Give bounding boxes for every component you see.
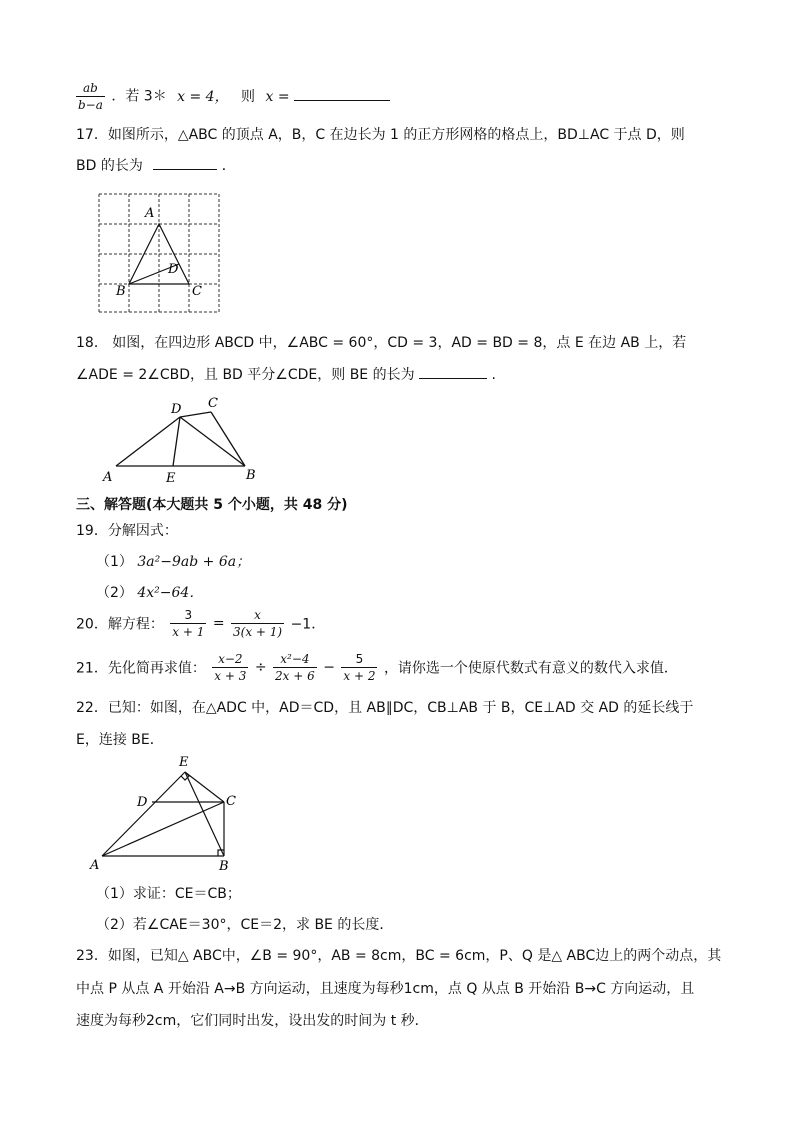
section-3-heading: 三、解答题(本大题共 5 个小题，共 48 分)	[76, 497, 348, 513]
q17-grid-figure	[95, 190, 225, 315]
q23-line2: 中点 P 从点 A 开始沿 A→B 方向运动，且速度为每秒1cm，点 Q 从点 B 开始沿 B→C 方向运动，且	[76, 981, 695, 997]
q22-lines	[102, 772, 224, 856]
q21-line: 21．先化简再求值： $\frac{x-2}{x + 3}$ ÷ $\frac{\text{x²−4}}{2x + 6}$ − $\frac{5}{x + 2}$ ，请你选一个使原代数式有意义的数代入求值．	[76, 652, 678, 683]
q22-label-d: D	[137, 795, 148, 810]
q22-label-e: E	[179, 755, 189, 770]
q17-label-a: A	[145, 206, 155, 221]
q21-fraction-1: $\frac{x-2}{x + 3}$	[214, 652, 247, 683]
q22-figure	[88, 752, 248, 876]
q20-lhs-fraction: $\frac{3}{x + 1}$	[172, 608, 205, 639]
q22-part1: （1）求证：CE＝CB；	[96, 886, 241, 902]
q18-quadrilateral	[116, 412, 245, 466]
q20-rhs-fraction: $\frac{x}{3(x + 1)}$	[233, 608, 283, 639]
q23-line1: 23．如图，已知△ ABC中，∠B = 90°，AB = 8cm，BC = 6cm，P、Q 是△ ABC边上的两个动点，其	[76, 948, 722, 964]
q23-line3: 速度为每秒2cm，它们同时出发，设出发的时间为 t 秒．	[76, 1013, 429, 1029]
q16-tail-line	[74, 80, 390, 113]
q21-fraction-3: $\frac{5}{x + 2}$	[343, 652, 376, 683]
q22-part2: （2）若∠CAE＝30°，CE＝2，求 BE 的长度．	[96, 917, 394, 933]
q18-line1: 18． 如图，在四边形 ABCD 中，∠ABC = 60°，CD = 3，AD = BD = 8，点 E 在边 AB 上，若	[76, 335, 687, 351]
q17-label-c: C	[192, 284, 202, 299]
q16-text2: 则	[241, 88, 256, 105]
q16-eq: x = 4，	[177, 88, 229, 105]
q16-var: x =	[265, 88, 290, 105]
q16-fraction: $\frac{ab}{b-a}$	[78, 81, 103, 112]
q21-fraction-2: $\frac{\text{x²−4}}{2x + 6}$	[275, 652, 315, 683]
q17-label-d: D	[168, 262, 179, 277]
q17-label-b: B	[116, 284, 126, 299]
q18-quadrilateral-figure	[98, 393, 268, 485]
q16-text1: ．若 3＊	[111, 88, 167, 105]
q18-label-e: E	[166, 471, 176, 485]
q18-label-a: A	[103, 470, 113, 485]
q18-label-d: D	[171, 402, 182, 417]
q17-line1: 17．如图所示，△ABC 的顶点 A，B，C 在边长为 1 的正方形网格的格点上，BD⊥AC 于点 D，则	[76, 127, 685, 143]
q18-label-c: C	[208, 396, 218, 411]
q20-line: 20．解方程： $\frac{3}{x + 1}$ = $\frac{x}{3(x + 1)}$ −1．	[76, 608, 326, 639]
q19-part1: （1） 3a²−9ab + 6a；	[96, 554, 251, 570]
q22-label-b: B	[219, 859, 229, 874]
q18-label-b: B	[246, 468, 256, 483]
q22-line1: 22．已知：如图，在△ADC 中，AD＝CD，且 AB∥DC，CB⊥AB 于 B，CE⊥AD 交 AD 的延长线于	[76, 700, 694, 716]
q18-answer-blank[interactable]	[419, 364, 487, 379]
q17-line2: BD 的长为 ．	[76, 155, 236, 175]
q19-part2: （2） 4x²−64．	[96, 585, 204, 601]
q19-title: 19．分解因式：	[76, 523, 178, 539]
q22-label-c: C	[226, 794, 236, 809]
q18-line2: ∠ADE = 2∠CBD，且 BD 平分∠CDE，则 BE 的长为 .	[76, 364, 496, 384]
q16-answer-blank[interactable]	[294, 86, 390, 101]
q22-label-a: A	[90, 858, 100, 873]
q17-answer-blank[interactable]	[153, 155, 217, 170]
q22-line2: E，连接 BE．	[76, 732, 164, 748]
